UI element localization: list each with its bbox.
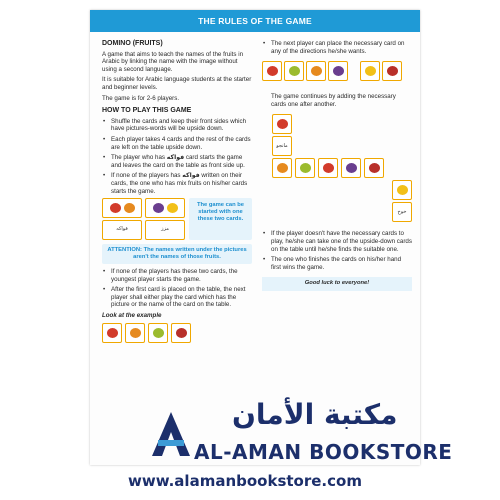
- domino-card: [364, 158, 384, 178]
- bullet-text: If the player doesn't have the necessary cards to play, he/she can take one of the upside-down cards on the table until he/she finds the suitable one.: [271, 230, 412, 253]
- domino-card: [328, 61, 348, 81]
- domino-card: [272, 114, 292, 134]
- card-row: [102, 198, 185, 218]
- howto-list-2: [102, 268, 252, 309]
- domino-card: [360, 61, 380, 81]
- card-word: مزز: [161, 226, 169, 233]
- list-item: [102, 286, 252, 309]
- attention-box: ATTENTION: The names written under the pictures aren't the names of those fruits.: [102, 244, 252, 264]
- domino-card: [392, 202, 412, 222]
- bullet-text: The player who has: [111, 154, 165, 162]
- pear-icon: [289, 66, 300, 76]
- card-word: مانجو: [276, 142, 288, 149]
- logo-arabic: مكتبة الأمان: [232, 398, 398, 431]
- domino-card: [262, 61, 282, 81]
- domino-card: [102, 198, 142, 218]
- card-row: [102, 220, 185, 240]
- grape-icon: [153, 203, 164, 213]
- arabic-word: فواكه: [182, 172, 200, 180]
- list-item: [262, 40, 412, 55]
- card-row: [272, 158, 412, 178]
- orange-icon: [130, 328, 141, 338]
- example-label: Look at the example: [102, 312, 162, 320]
- list-item: [102, 136, 252, 151]
- start-cards: [102, 198, 185, 240]
- domino-card: [318, 158, 338, 178]
- list-item: [102, 172, 252, 195]
- right-list-2: [262, 230, 412, 271]
- bullet-text: Shuffle the cards and keep their front sides which have pictures-words will be upside down.: [111, 117, 247, 133]
- banana-icon: [397, 185, 408, 195]
- title-bar: [90, 10, 420, 32]
- domino-card: [392, 180, 412, 200]
- list-item: [262, 230, 412, 253]
- bullet-text: The next player can place the necessary card on any of the directions he/she wants.: [271, 40, 405, 55]
- domino-card: [148, 323, 168, 343]
- domino-card: [382, 61, 402, 81]
- list-item: [102, 268, 252, 283]
- bookstore-logo-icon: [150, 410, 192, 458]
- banana-icon: [365, 66, 376, 76]
- domino-card: [171, 323, 191, 343]
- logo-english: AL-AMAN BOOKSTORE: [194, 440, 453, 464]
- card-row: [272, 202, 412, 222]
- domino-card: [145, 220, 185, 240]
- banana-icon: [167, 203, 178, 213]
- howto-heading: HOW TO PLAY THIS GAME: [102, 107, 192, 115]
- mango-icon: [277, 163, 288, 173]
- bullet-text: card starts the game and leaves the card on the table as front side up.: [111, 154, 245, 169]
- pear-icon: [153, 328, 164, 338]
- bullet-text: The one who finishes the cards on his/her hand first wins the game.: [271, 256, 402, 271]
- domino-chain-1: [262, 61, 412, 81]
- strawberry-icon: [107, 328, 118, 338]
- domino-chain-2: [262, 114, 412, 222]
- strawberry-icon: [323, 163, 334, 173]
- strawberry-icon: [277, 119, 288, 129]
- strawberry-icon: [110, 203, 121, 213]
- good-luck-box: Good luck to everyone!: [262, 277, 412, 291]
- players-text: The game is for 2-6 players.: [102, 94, 180, 102]
- apple-icon: [387, 66, 398, 76]
- domino-card: [272, 158, 292, 178]
- bullet-text: If none of the players has: [111, 172, 181, 180]
- left-column: [102, 40, 252, 343]
- domino-heading: DOMINO (FRUITS): [102, 40, 163, 47]
- domino-card: [341, 158, 361, 178]
- domino-card: [145, 198, 185, 218]
- orange-icon: [311, 66, 322, 76]
- domino-card: [306, 61, 326, 81]
- arabic-word: فواكه: [166, 154, 185, 162]
- suitable-text: It is suitable for Arabic language students at the starter and beginner levels.: [102, 76, 252, 91]
- right-list: [262, 40, 412, 55]
- bullet-text: If none of the players has these two cards, the youngest player starts the game.: [111, 268, 238, 283]
- card-word: خوخ: [397, 208, 407, 215]
- domino-card: [295, 158, 315, 178]
- apple-icon: [369, 163, 380, 173]
- continue-text: The game continues by adding the necessary cards one after another.: [271, 93, 396, 108]
- howto-list: [102, 118, 252, 195]
- grape-icon: [333, 66, 344, 76]
- rules-sheet: [90, 10, 420, 465]
- strawberry-icon: [267, 66, 278, 76]
- domino-card: [102, 323, 122, 343]
- card-row: [272, 180, 412, 200]
- grape-icon: [346, 163, 357, 173]
- intro-text: A game that aims to teach the names of the fruits in Arabic by linking the name with the image without using a second language.: [102, 50, 244, 73]
- website-url[interactable]: www.alamanbookstore.com: [128, 472, 362, 490]
- pear-icon: [300, 163, 311, 173]
- hint-box: The game can be started with one these two cards.: [189, 198, 252, 240]
- page-title: THE RULES OF THE GAME: [198, 16, 312, 26]
- bullet-text: After the first card is placed on the table, the next player shall either play the card which has the picture or the name of the card on the table.: [111, 286, 246, 309]
- bullet-text: Each player takes 4 cards and the rest of the cards are left on the table upside down.: [111, 135, 251, 151]
- footer: [0, 400, 500, 500]
- start-cards-block: [102, 198, 252, 240]
- right-column: [262, 40, 412, 291]
- apple-icon: [176, 328, 187, 338]
- card-word: فواكه: [116, 226, 128, 233]
- domino-card: [272, 136, 292, 156]
- bullet-text: written on their cards, the one who has mix fruits on his/her cards starts the game.: [111, 172, 248, 195]
- list-item: [102, 118, 252, 133]
- list-item: [102, 154, 252, 169]
- domino-card: [102, 220, 142, 240]
- orange-icon: [124, 203, 135, 213]
- list-item: [262, 256, 412, 271]
- domino-card: [284, 61, 304, 81]
- domino-card: [125, 323, 145, 343]
- example-cards: [102, 323, 252, 343]
